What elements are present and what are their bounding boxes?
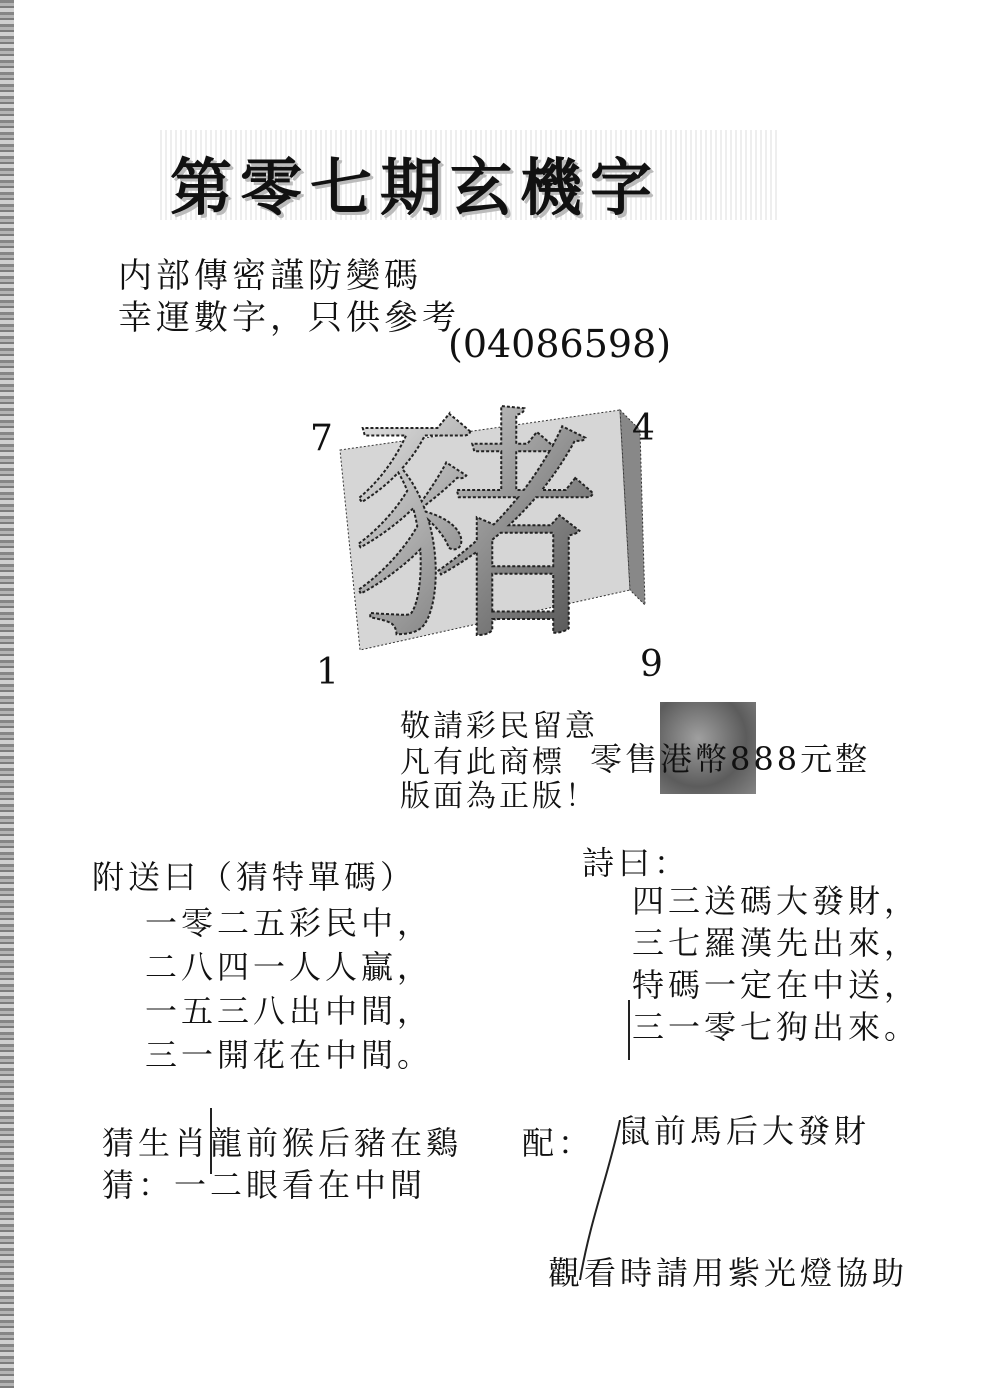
poem-line-4: 三一零七狗出來。 [632,1008,921,1046]
corner-number-top-left: 7 [310,418,333,459]
guess-line-2: 猜：一二眼看在中間 [102,1166,427,1204]
poem-line-1: 四三送碼大發財， [632,882,921,920]
center-character: 豬 [350,390,600,670]
notice-line-1: 敬請彩民留意 [400,709,598,744]
lucky-code: (04086598) [448,322,672,366]
poem-heading: 詩曰： [582,844,691,882]
poem-line-3: 特碼一定在中送， [632,966,921,1004]
notice-line-3: 版面為正版！ [400,779,598,814]
page-title: 第零七期玄機字 [170,151,661,224]
notice-price: 零售港幣888元整 [590,740,871,778]
footer-note: 觀看時請用紫光燈協助 [548,1254,909,1292]
poem-line-2: 三七羅漢先出來， [632,924,921,962]
notice-line-2: 凡有此商標 [400,745,565,780]
gift-line-2: 二八四一人人贏， [145,948,434,986]
center-character-graphic [300,390,660,670]
scan-artifact-line [628,1000,630,1060]
guess-pair-text: 鼠前馬后大發財 [618,1112,871,1150]
gift-line-3: 一五三八出中間， [145,992,434,1030]
corner-number-bottom-left: 1 [316,652,339,693]
gift-line-1: 一零二五彩民中， [145,904,434,942]
guess-line-1: 猜生肖龍前猴后豬在鷄 [102,1124,463,1162]
corner-number-top-right: 4 [632,408,655,449]
intro-line-2: 幸運數字，只供參考 [118,298,460,338]
intro-line-1: 内部傳密謹防變碼 [118,256,422,296]
scan-edge [0,0,14,1388]
gift-heading: 附送曰（猜特單碼） [92,858,417,896]
gift-line-4: 三一開花在中間。 [145,1036,434,1074]
corner-number-bottom-right: 9 [640,644,663,685]
guess-pair-label: 配： [522,1124,595,1162]
